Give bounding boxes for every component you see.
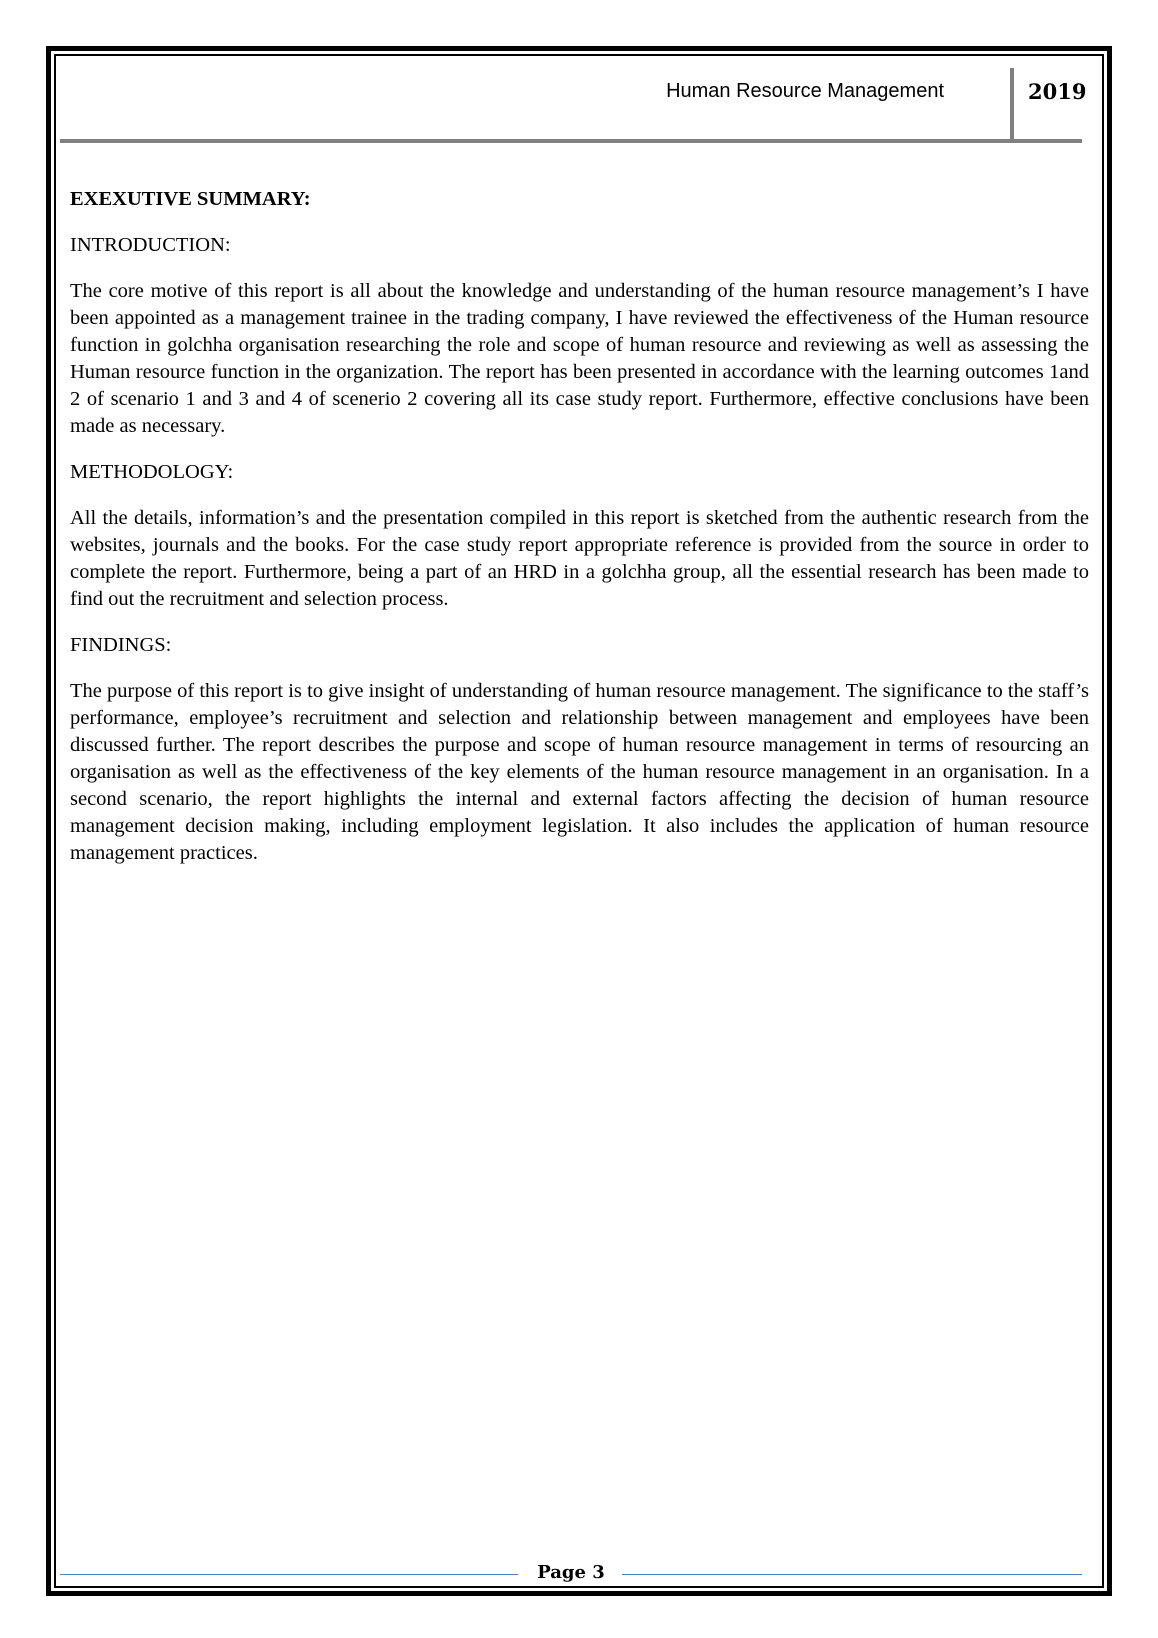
header-title: Human Resource Management bbox=[666, 80, 944, 102]
header-year: 2019 bbox=[1028, 79, 1087, 104]
summary-heading: EXEXUTIVE SUMMARY: bbox=[70, 188, 311, 210]
footer-line-left bbox=[60, 1574, 518, 1575]
document-body bbox=[70, 186, 1089, 886]
introduction-paragraph: The core motive of this report is all about the knowledge and understanding of the human resource management’s I have been appointed as a management trainee in the trading company, I have reviewed the effectiveness of the Human resource function in golchha organisation researching the role and scope of human resource and reviewing as well as assessing the Human resource function in the organization. The report has been presented in accordance with the learning outcomes 1and 2 of scenario 1 and 3 and 4 of scenerio 2 covering all its case study report. Furthermore, effective conclusions have been made as necessary. bbox=[70, 280, 1089, 437]
page-number: Page 3 bbox=[537, 1562, 605, 1583]
header-rule bbox=[60, 139, 1082, 143]
page-header bbox=[60, 68, 1087, 140]
page-footer bbox=[60, 1562, 1082, 1588]
findings-heading: FINDINGS: bbox=[70, 634, 172, 656]
methodology-heading: METHODOLOGY: bbox=[70, 461, 234, 483]
introduction-heading: INTRODUCTION: bbox=[70, 234, 231, 256]
header-divider bbox=[1010, 68, 1014, 139]
findings-paragraph: The purpose of this report is to give insight of understanding of human resource management. The significance to the staff’s performance, employee’s recruitment and selection and relationship between management and employees have been discussed further. The report describes the purpose and scope of human resource management in terms of resourcing an organisation as well as the effectiveness of the key elements of the human resource management in an organisation. In a second scenario, the report highlights the internal and external factors affecting the decision of human resource management decision making, including employment legislation. It also includes the application of human resource management practices. bbox=[70, 680, 1089, 864]
methodology-paragraph: All the details, information’s and the presentation compiled in this report is sketched from the authentic research from the websites, journals and the books. For the case study report appropriate reference is provided from the source in order to complete the report. Furthermore, being a part of an HRD in a golchha group, all the essential research has been made to find out the recruitment and selection process. bbox=[70, 507, 1089, 610]
footer-line-right bbox=[622, 1574, 1082, 1575]
